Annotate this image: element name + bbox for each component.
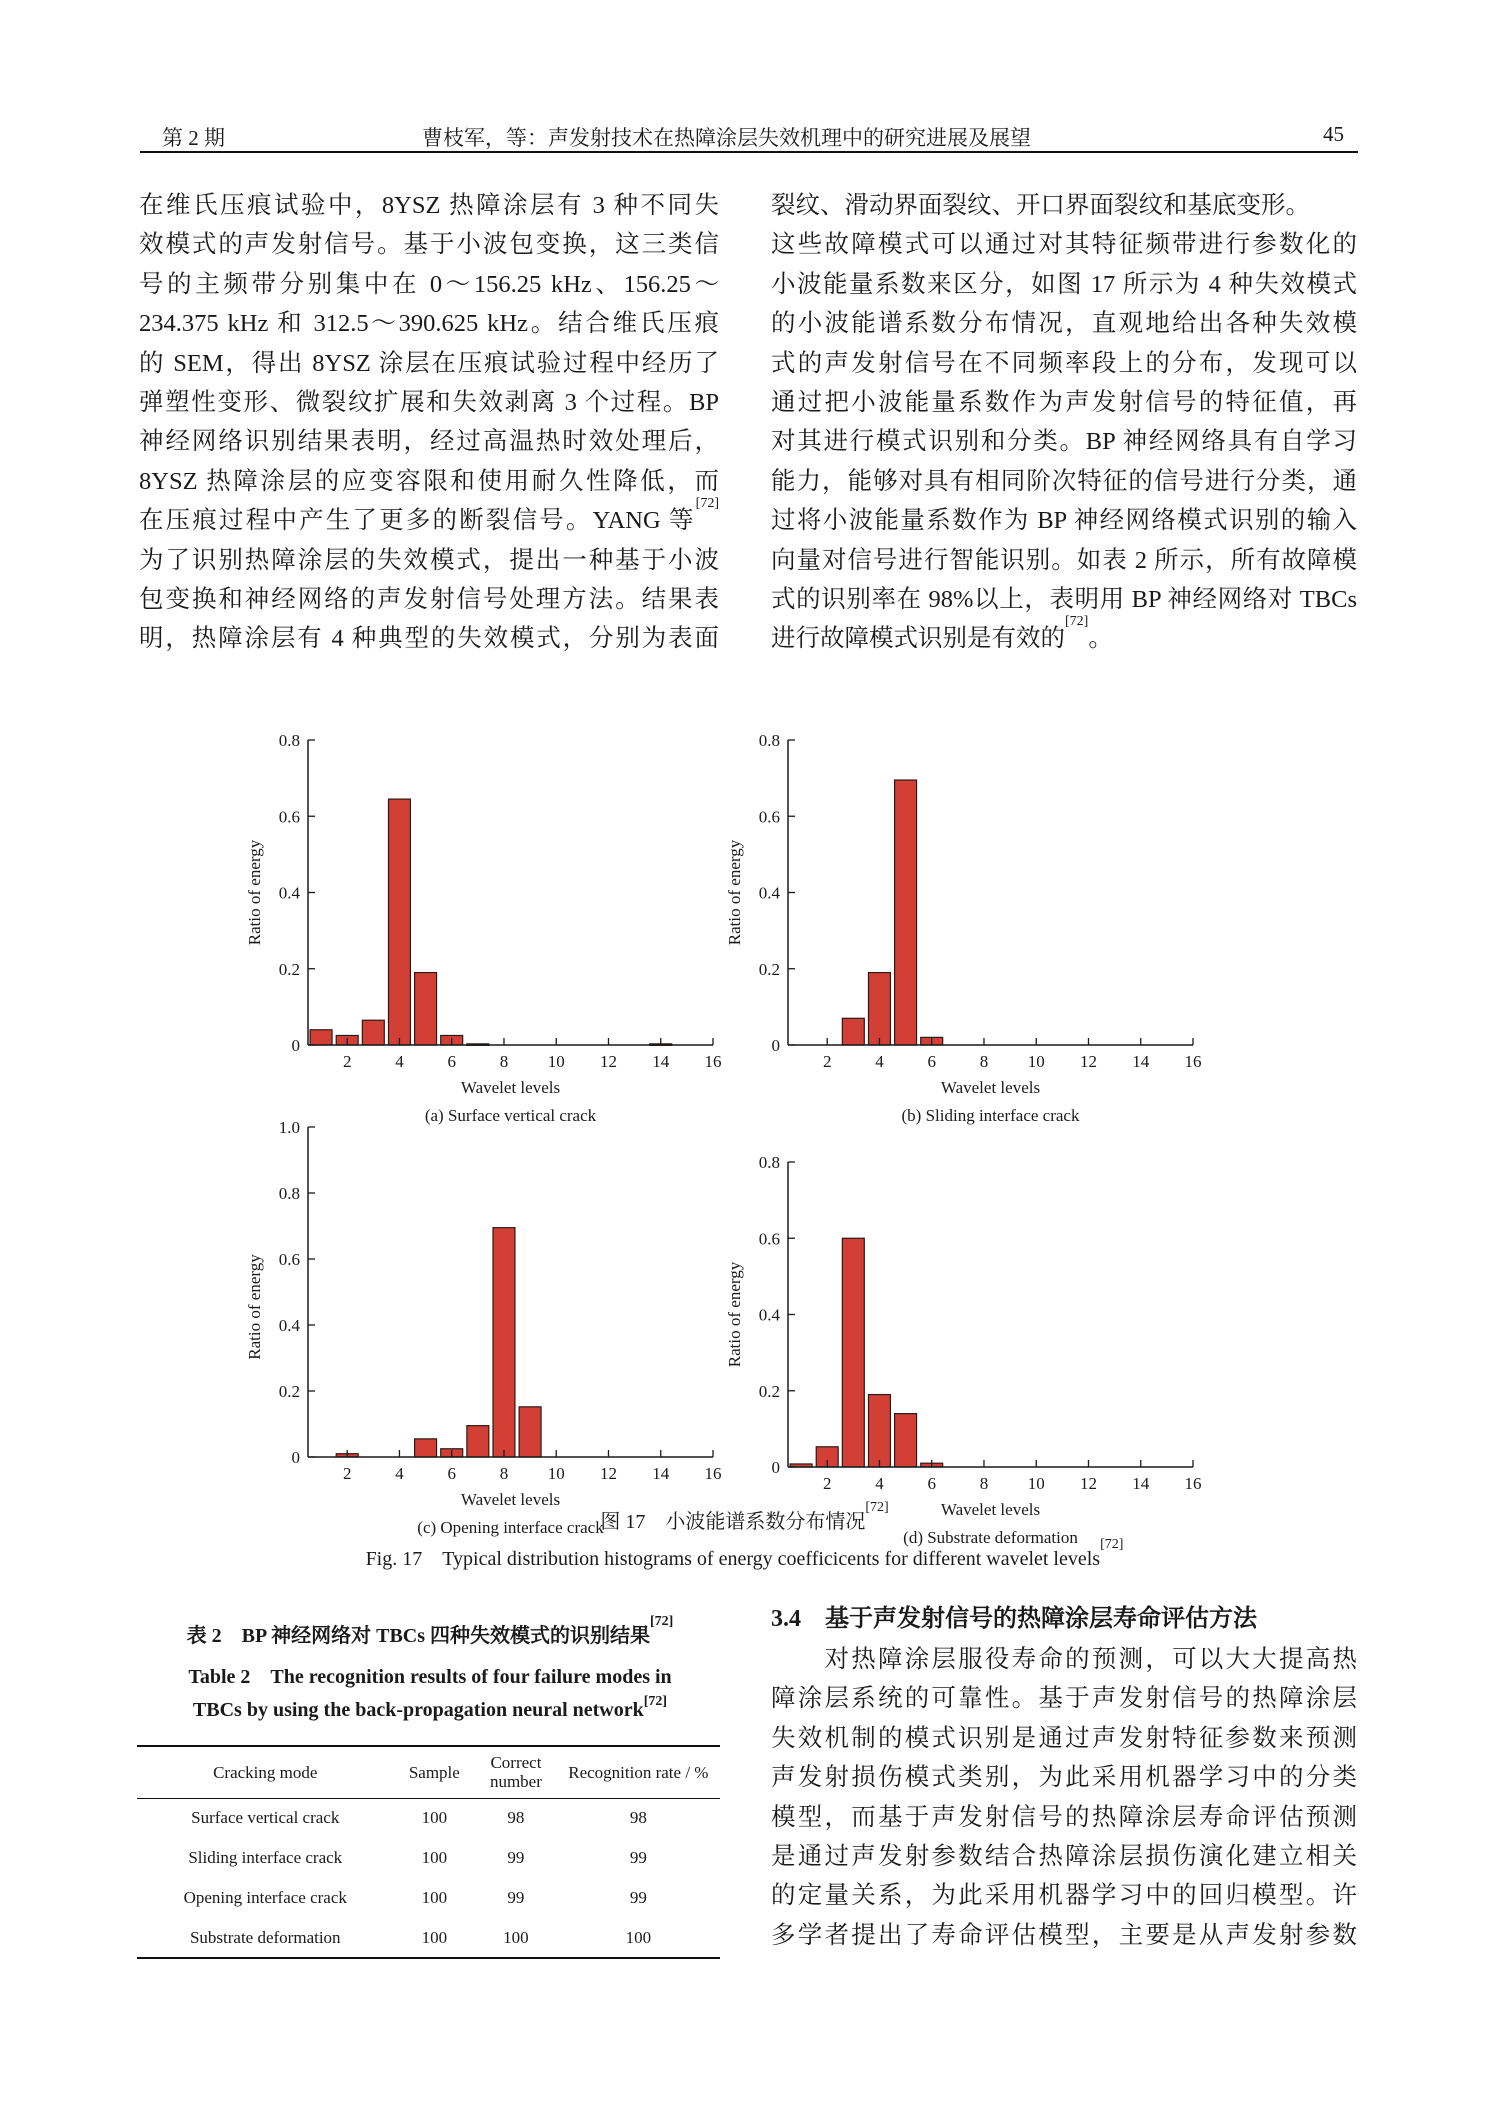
text-line: 号的主频带分别集中在 0～156.25 kHz、156.25～ bbox=[139, 270, 719, 298]
svg-text:14: 14 bbox=[1132, 1474, 1150, 1493]
bar bbox=[362, 1020, 384, 1045]
figure-caption-cn: 图 17 小波能谱系数分布情况[72] bbox=[600, 1500, 889, 1533]
text-line: 障涂层系统的可靠性。基于声发射信号的热障涂层 bbox=[771, 1685, 1357, 1713]
svg-text:4: 4 bbox=[395, 1052, 404, 1071]
bar bbox=[467, 1426, 489, 1457]
svg-text:6: 6 bbox=[447, 1464, 456, 1483]
svg-text:0.2: 0.2 bbox=[758, 1381, 780, 1401]
svg-text:(a) Surface vertical crack: (a) Surface vertical crack bbox=[424, 1106, 597, 1125]
text-line: 对热障涂层服役寿命的预测，可以大大提高热 bbox=[771, 1646, 1357, 1673]
text-line: 失效机制的模式识别是通过声发射特征参数来预测 bbox=[771, 1724, 1357, 1752]
recognition-results-table bbox=[137, 1745, 720, 1959]
cell-sample: 100 bbox=[421, 1808, 448, 1828]
svg-text:2: 2 bbox=[342, 1052, 352, 1071]
figure-caption-en: Fig. 17 Typical distribution histograms of energy coefficicents for different wavelet levels[72] bbox=[365, 1537, 1124, 1570]
cell-recognition-rate: 99 bbox=[629, 1848, 647, 1867]
svg-text:2: 2 bbox=[822, 1474, 832, 1493]
svg-text:6: 6 bbox=[447, 1052, 456, 1071]
svg-text:0.2: 0.2 bbox=[758, 959, 780, 979]
svg-text:0.4: 0.4 bbox=[758, 1305, 780, 1325]
table-caption-en-line2: TBCs by using the back-propagation neural network[72] bbox=[192, 1694, 668, 1721]
cell-correct-number: 99 bbox=[507, 1888, 525, 1907]
table-row bbox=[137, 1838, 720, 1878]
text-line: 是通过声发射参数结合热障涂层损伤演化建立相关 bbox=[771, 1843, 1357, 1871]
citation: [72] bbox=[1065, 614, 1089, 630]
section-title: 基于声发射信号的热障涂层寿命评估方法 bbox=[825, 1604, 1257, 1632]
cell-cracking-mode: Sliding interface crack bbox=[188, 1848, 343, 1867]
table-row bbox=[137, 1918, 720, 1958]
cell-sample: 100 bbox=[394, 1918, 476, 1958]
svg-text:8: 8 bbox=[499, 1464, 509, 1483]
bar bbox=[895, 780, 917, 1045]
svg-text:12: 12 bbox=[1079, 1474, 1097, 1493]
chart-opening-interface-crack bbox=[240, 1082, 722, 1537]
svg-text:0.2: 0.2 bbox=[278, 959, 300, 979]
text-line: 式的识别率在 98%以上，表明用 BP 神经网络对 TBCs bbox=[771, 586, 1357, 614]
svg-text:0.4: 0.4 bbox=[758, 883, 780, 903]
bar bbox=[415, 1439, 437, 1457]
svg-text:0: 0 bbox=[291, 1448, 300, 1467]
svg-text:0.6: 0.6 bbox=[278, 807, 300, 827]
cell-recognition-rate: 98 bbox=[629, 1808, 647, 1828]
svg-text:0: 0 bbox=[291, 1036, 300, 1055]
bar-chart-svg bbox=[240, 670, 722, 1125]
svg-text:16: 16 bbox=[1184, 1474, 1202, 1493]
svg-text:0.4: 0.4 bbox=[278, 1316, 300, 1335]
svg-text:(c) Opening interface crack: (c) Opening interface crack bbox=[417, 1518, 604, 1537]
chart-surface-vertical-crack bbox=[240, 670, 722, 1125]
svg-text:8: 8 bbox=[979, 1474, 989, 1493]
svg-text:16: 16 bbox=[1184, 1052, 1202, 1071]
svg-text:14: 14 bbox=[1132, 1052, 1150, 1071]
citation: [72] bbox=[650, 1614, 674, 1629]
svg-text:4: 4 bbox=[395, 1464, 404, 1483]
bar-chart-svg bbox=[720, 670, 1202, 1125]
cell-correct-number: 98 bbox=[507, 1808, 525, 1828]
svg-text:0.6: 0.6 bbox=[758, 807, 780, 827]
header-rule bbox=[140, 151, 1358, 153]
text-line: 对其进行模式识别和分类。BP 神经网络具有自学习 bbox=[771, 428, 1357, 456]
right-column-text bbox=[771, 186, 1357, 659]
chart-sliding-interface-crack bbox=[720, 670, 1202, 1125]
text-line-with-citation: 进行故障模式识别是有效的[72]。 bbox=[771, 614, 1113, 653]
section-heading bbox=[771, 1598, 1257, 1633]
section-body-text bbox=[771, 1640, 1357, 1955]
svg-text:1.0: 1.0 bbox=[278, 1118, 300, 1137]
text-line: 小波能量系数来区分，如图 17 所示为 4 种失效模式 bbox=[771, 270, 1357, 298]
svg-text:0: 0 bbox=[771, 1458, 780, 1477]
svg-text:0.6: 0.6 bbox=[758, 1229, 780, 1249]
svg-text:0.2: 0.2 bbox=[278, 1382, 300, 1401]
text-line: 的 SEM，得出 8YSZ 涂层在压痕试验过程中经历了 bbox=[139, 349, 719, 377]
svg-text:4: 4 bbox=[875, 1052, 884, 1071]
bar bbox=[519, 1407, 541, 1457]
svg-text:14: 14 bbox=[652, 1052, 670, 1071]
text-line: 8YSZ 热障涂层的应变容限和使用耐久性降低，而 bbox=[139, 467, 719, 495]
bar-chart-svg bbox=[240, 1082, 722, 1537]
svg-text:(d) Substrate deformation: (d) Substrate deformation bbox=[903, 1528, 1078, 1547]
issue-label: 第 2 期 bbox=[162, 126, 225, 150]
text-line: 声发射损伤模式类别，为此采用机器学习中的分类 bbox=[771, 1764, 1357, 1792]
section-number: 3.4 bbox=[771, 1606, 801, 1632]
page-number: 45 bbox=[1323, 122, 1344, 146]
svg-text:10: 10 bbox=[547, 1464, 565, 1483]
running-title: 曹枝军，等：声发射技术在热障涂层失效机理中的研究进展及展望 bbox=[422, 126, 1031, 150]
svg-text:10: 10 bbox=[1027, 1052, 1045, 1071]
text-line: 多学者提出了寿命评估模型，主要是从声发射参数 bbox=[771, 1921, 1357, 1949]
svg-text:0.8: 0.8 bbox=[758, 1153, 780, 1172]
text-line: 234.375 kHz 和 312.5～390.625 kHz。结合维氏压痕 bbox=[139, 310, 719, 338]
cell-cracking-mode: Surface vertical crack bbox=[191, 1808, 340, 1828]
text-line: 在维氏压痕试验中，8YSZ 热障涂层有 3 种不同失 bbox=[139, 192, 719, 219]
text-line: 弹塑性变形、微裂纹扩展和失效剥离 3 个过程。BP bbox=[139, 389, 719, 417]
table-caption-cn: 表 2 BP 神经网络对 TBCs 四种失效模式的识别结果[72] bbox=[186, 1614, 674, 1647]
citation: [72] bbox=[865, 1500, 889, 1515]
cell-sample: 100 bbox=[421, 1848, 448, 1867]
cell-recognition-rate: 99 bbox=[629, 1888, 647, 1907]
svg-text:Wavelet levels: Wavelet levels bbox=[460, 1078, 561, 1097]
svg-text:0.8: 0.8 bbox=[278, 1184, 300, 1203]
column-header-cracking-mode: Cracking mode bbox=[137, 1746, 394, 1798]
text-line: 包变换和神经网络的声发射信号处理方法。结果表 bbox=[139, 586, 719, 614]
text-line: 式的声发射信号在不同频率段上的分布，发现可以 bbox=[771, 349, 1357, 377]
column-header-recognition-rate: Recognition rate / % bbox=[557, 1746, 720, 1798]
svg-text:12: 12 bbox=[599, 1464, 617, 1483]
text-line-with-citation: 在压痕过程中产生了更多的断裂信号。YANG 等[72] bbox=[139, 496, 719, 535]
svg-text:0: 0 bbox=[771, 1036, 780, 1055]
cell-sample: 100 bbox=[421, 1888, 448, 1907]
table-caption-en-line1: Table 2 The recognition results of four failure modes in bbox=[188, 1666, 672, 1688]
text-line: 这些故障模式可以通过对其特征频带进行参数化的 bbox=[771, 231, 1357, 259]
citation: [72] bbox=[695, 496, 719, 512]
bar bbox=[868, 973, 890, 1045]
cell-correct-number: 100 bbox=[475, 1918, 557, 1958]
svg-text:6: 6 bbox=[927, 1474, 936, 1493]
text-line: 能力，能够对具有相同阶次特征的信号进行分类，通 bbox=[771, 467, 1357, 495]
running-head bbox=[140, 118, 1356, 154]
text-line: 裂纹、滑动界面裂纹、开口界面裂纹和基底变形。 bbox=[771, 192, 1310, 219]
bar bbox=[310, 1030, 332, 1045]
svg-text:8: 8 bbox=[499, 1052, 509, 1071]
cell-cracking-mode: Opening interface crack bbox=[183, 1888, 347, 1907]
bar bbox=[895, 1414, 917, 1467]
svg-text:Ratio of energy: Ratio of energy bbox=[245, 1254, 264, 1360]
text-line: 效模式的声发射信号。基于小波包变换，这三类信 bbox=[139, 231, 719, 259]
table-header-row bbox=[137, 1746, 720, 1798]
svg-text:16: 16 bbox=[704, 1464, 722, 1483]
text-line: 通过把小波能量系数作为声发射信号的特征值，再 bbox=[771, 389, 1357, 417]
svg-text:12: 12 bbox=[1079, 1052, 1097, 1071]
svg-text:Ratio of energy: Ratio of energy bbox=[725, 839, 744, 946]
bar bbox=[868, 1395, 890, 1467]
text-line: 的小波能谱系数分布情况，直观地给出各种失效模 bbox=[771, 310, 1357, 338]
cell-cracking-mode: Substrate deformation bbox=[137, 1918, 394, 1958]
svg-text:16: 16 bbox=[704, 1052, 722, 1071]
text-line: 模型，而基于声发射信号的热障涂层寿命评估预测 bbox=[771, 1803, 1357, 1831]
citation: [72] bbox=[643, 1694, 668, 1709]
text-line: 神经网络识别结果表明，经过高温热时效处理后， bbox=[139, 428, 719, 456]
citation: [72] bbox=[1100, 1537, 1124, 1552]
column-header-correct-number: Correct number bbox=[475, 1746, 557, 1798]
cell-correct-number: 99 bbox=[507, 1848, 525, 1867]
svg-text:6: 6 bbox=[927, 1052, 936, 1071]
svg-text:2: 2 bbox=[822, 1052, 832, 1071]
svg-text:2: 2 bbox=[342, 1464, 352, 1483]
table-row bbox=[137, 1878, 720, 1918]
svg-text:0.4: 0.4 bbox=[278, 883, 300, 903]
text-line: 向量对信号进行智能识别。如表 2 所示，所有故障模 bbox=[771, 546, 1357, 574]
svg-text:8: 8 bbox=[979, 1052, 989, 1071]
svg-text:Wavelet levels: Wavelet levels bbox=[940, 1500, 1041, 1519]
bar bbox=[415, 973, 437, 1045]
text-line: 过将小波能量系数作为 BP 神经网络模式识别的输入 bbox=[771, 507, 1357, 535]
svg-text:12: 12 bbox=[599, 1052, 617, 1071]
svg-text:10: 10 bbox=[1027, 1474, 1045, 1493]
cell-recognition-rate: 100 bbox=[557, 1918, 720, 1958]
text-line: 的定量关系，为此采用机器学习中的回归模型。许 bbox=[771, 1882, 1357, 1910]
text-line: 为了识别热障涂层的失效模式，提出一种基于小波 bbox=[139, 546, 719, 574]
svg-text:4: 4 bbox=[875, 1474, 884, 1493]
svg-text:0.8: 0.8 bbox=[278, 731, 300, 750]
left-column-text bbox=[139, 186, 719, 659]
svg-text:Wavelet levels: Wavelet levels bbox=[460, 1490, 561, 1509]
svg-text:0.6: 0.6 bbox=[278, 1250, 300, 1269]
svg-text:10: 10 bbox=[547, 1052, 565, 1071]
bar bbox=[388, 799, 410, 1045]
table-row bbox=[137, 1798, 720, 1838]
bar bbox=[842, 1238, 864, 1467]
text-line: 明，热障涂层有 4 种典型的失效模式，分别为表面 bbox=[139, 625, 719, 653]
svg-text:14: 14 bbox=[652, 1464, 670, 1483]
svg-text:(b) Sliding interface crack: (b) Sliding interface crack bbox=[901, 1106, 1080, 1125]
bar bbox=[493, 1228, 515, 1457]
svg-text:Ratio of energy: Ratio of energy bbox=[725, 1261, 744, 1368]
svg-text:0.8: 0.8 bbox=[758, 731, 780, 750]
bar bbox=[842, 1018, 864, 1045]
svg-text:Ratio of energy: Ratio of energy bbox=[245, 839, 264, 946]
column-header-sample: Sample bbox=[394, 1746, 476, 1798]
svg-text:Wavelet levels: Wavelet levels bbox=[940, 1078, 1041, 1097]
